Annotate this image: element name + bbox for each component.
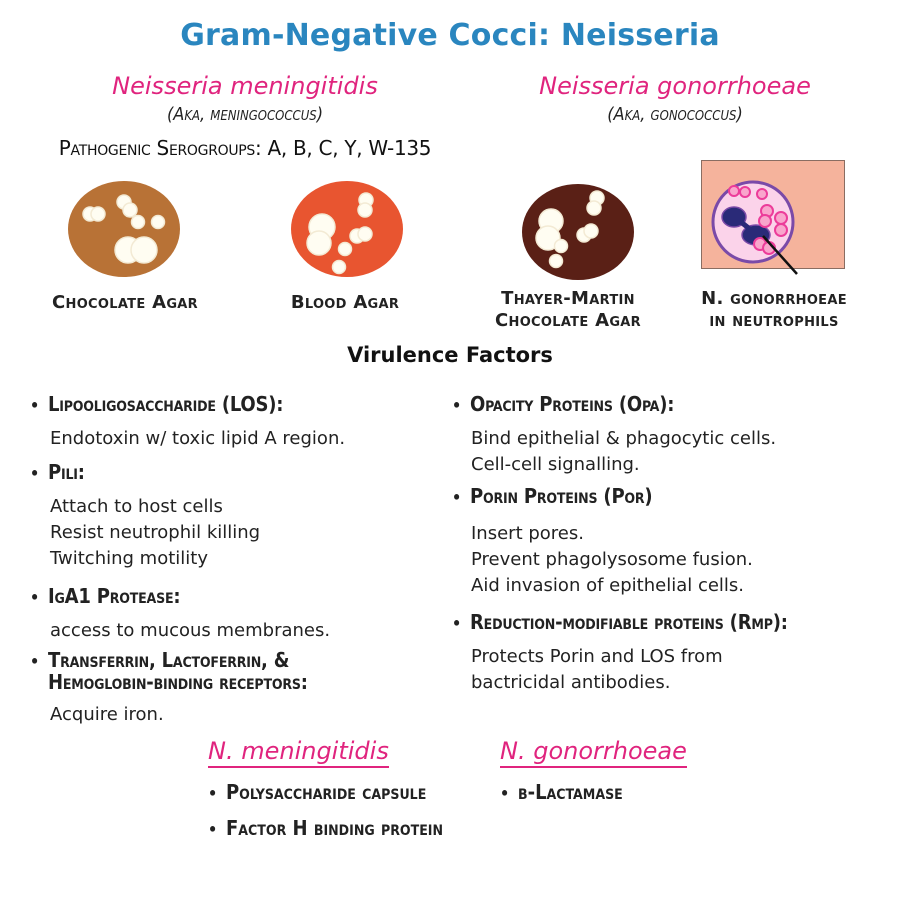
vf-por-body-line: Aid invasion of epithelial cells.	[471, 575, 745, 596]
vf-pili-body-line: Attach to host cells	[50, 496, 223, 517]
species-meningitidis-aka: (Aka, meningococcus)	[166, 104, 324, 125]
vf-rmp-body-line: bactricidal antibodies.	[471, 672, 671, 693]
vf-pili-heading-text: Pili:	[48, 460, 85, 484]
vf-iron-heading-line1: Transferrin, Lactoferrin, &	[48, 648, 290, 672]
species-gonorrhoeae-aka: (Aka, gonococcus)	[607, 104, 743, 125]
chocolate-agar-plate-icon	[66, 180, 182, 280]
vf-los-body-line: Endotoxin w/ toxic lipid A region.	[50, 428, 346, 449]
gonorrhoeae-item-text: β-Lactamase	[518, 780, 623, 804]
gonorrhoeae-specific-item	[500, 780, 623, 804]
serogroups-text: Pathogenic Serogroups: A, B, C, Y, W-135	[58, 136, 432, 160]
vf-iron-body-line: Acquire iron.	[50, 704, 164, 725]
neutrophil-micrograph-icon	[701, 160, 847, 275]
bullet: •	[452, 614, 462, 633]
vf-los-heading-text: Lipooligosaccharide (LOS):	[48, 392, 284, 416]
thayer-martin-plate-icon	[521, 180, 637, 280]
page-title: Gram-Negative Cocci: Neisseria	[180, 18, 720, 53]
bullet: •	[30, 396, 40, 415]
gonorrhoeae-specific-section	[500, 736, 687, 768]
vf-por-body-line: Prevent phagolysosome fusion.	[471, 549, 753, 570]
vf-por-heading-text: Porin Proteins (Por)	[470, 484, 653, 508]
vf-rmp-body	[471, 644, 723, 696]
species-meningitidis-name: Neisseria meningitidis	[112, 72, 378, 100]
neutrophil-label-line2: in neutrophils	[709, 310, 839, 331]
meningitidis-specific-section	[208, 736, 389, 768]
vf-por-body-line: Insert pores.	[471, 523, 584, 544]
blood-agar-plate-icon	[289, 180, 405, 280]
vf-opa-heading-text: Opacity Proteins (Opa):	[470, 392, 675, 416]
vf-rmp-body-line: Protects Porin and LOS from	[471, 646, 723, 667]
blood-agar-label: Blood Agar	[290, 292, 400, 313]
bullet: •	[500, 784, 510, 803]
bullet: •	[208, 820, 218, 839]
vf-pili-body-line: Twitching motility	[50, 548, 208, 569]
neutrophil-label	[674, 288, 874, 332]
vf-los-heading	[30, 392, 283, 416]
vf-por-heading	[452, 484, 652, 508]
bullet: •	[30, 652, 40, 671]
neutrophil-label-line1: N. gonorrhoeae	[701, 288, 847, 309]
chocolate-agar-label: Chocolate Agar	[52, 292, 198, 313]
meningitidis-specific-item	[208, 780, 426, 804]
thayer-martin-label-line2: Chocolate Agar	[495, 310, 641, 331]
meningitidis-specific-item	[208, 816, 443, 840]
vf-iron-heading-line2: Hemoglobin-binding receptors:	[48, 670, 308, 694]
vf-iron-body	[50, 702, 164, 728]
meningitidis-item-text: Polysaccharide capsule	[226, 780, 427, 804]
bullet: •	[452, 396, 462, 415]
vf-opa-body-line: Cell-cell signalling.	[471, 454, 640, 475]
thayer-martin-label	[458, 288, 678, 332]
vf-opa-body-line: Bind epithelial & phagocytic cells.	[471, 428, 777, 449]
species-gonorrhoeae-name: Neisseria gonorrhoeae	[539, 72, 811, 100]
vf-iga1-heading	[30, 584, 180, 608]
vf-pili-heading	[30, 460, 85, 484]
vf-los-body	[50, 426, 345, 452]
bullet: •	[452, 488, 462, 507]
vf-opa-heading	[452, 392, 674, 416]
bullet: •	[30, 588, 40, 607]
vf-iron-heading	[30, 650, 308, 692]
vf-por-body	[471, 521, 753, 599]
gonorrhoeae-specific-heading: N. gonorrhoeae	[500, 736, 687, 768]
vf-iga1-body	[50, 618, 330, 644]
vf-opa-body	[471, 426, 776, 478]
bullet: •	[30, 464, 40, 483]
vf-iga1-heading-text: IgA1 Protease:	[48, 584, 181, 608]
meningitidis-specific-heading: N. meningitidis	[208, 736, 389, 768]
vf-rmp-heading-text: Reduction-modifiable proteins (Rmp):	[470, 610, 788, 634]
vf-pili-body	[50, 494, 260, 572]
bullet: •	[208, 784, 218, 803]
vf-rmp-heading	[452, 610, 788, 634]
virulence-factors-heading: Virulence Factors	[347, 343, 553, 367]
vf-iga1-body-line: access to mucous membranes.	[50, 620, 331, 641]
thayer-martin-label-line1: Thayer-Martin	[501, 288, 635, 309]
vf-pili-body-line: Resist neutrophil killing	[50, 522, 261, 543]
meningitidis-item-text: Factor H binding protein	[226, 816, 444, 840]
